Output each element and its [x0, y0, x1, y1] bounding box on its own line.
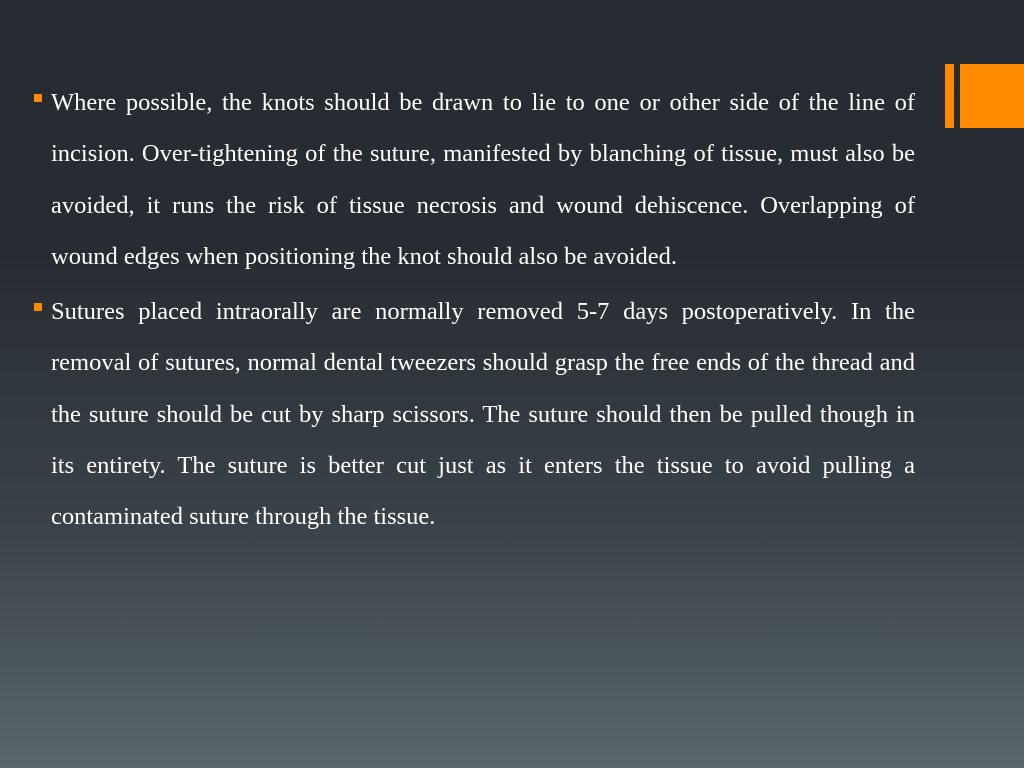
- bullet-item-suture-removal: [34, 286, 915, 542]
- corner-accent: [945, 64, 1024, 128]
- bullet-item-knots: [34, 77, 915, 282]
- accent-bar-wide: [960, 64, 1024, 128]
- bullet-text-knots: Where possible, the knots should be drawn to lie to one or other side of the line of incision. Over-tightening of the suture, manifested by blanching of tissue, must also be avoided, it runs the risk of tissue necrosis and wound dehiscence. Overlapping of wound edges when positioning the knot should also be avoided.: [51, 89, 915, 270]
- bullet-text-suture-removal: Sutures placed intraorally are normally removed 5-7 days postoperatively. In the removal of sutures, normal dental tweezers should grasp the free ends of the thread and the suture should be cut by sharp scissors. The suture should then be pulled though in its entirety. The suture is better cut just as it enters the tissue to avoid pulling a contaminated suture through the tissue.: [51, 298, 915, 531]
- accent-bar-thin: [945, 64, 954, 128]
- square-bullet-icon: [34, 303, 42, 311]
- square-bullet-icon: [34, 94, 42, 102]
- slide-body: [34, 77, 915, 547]
